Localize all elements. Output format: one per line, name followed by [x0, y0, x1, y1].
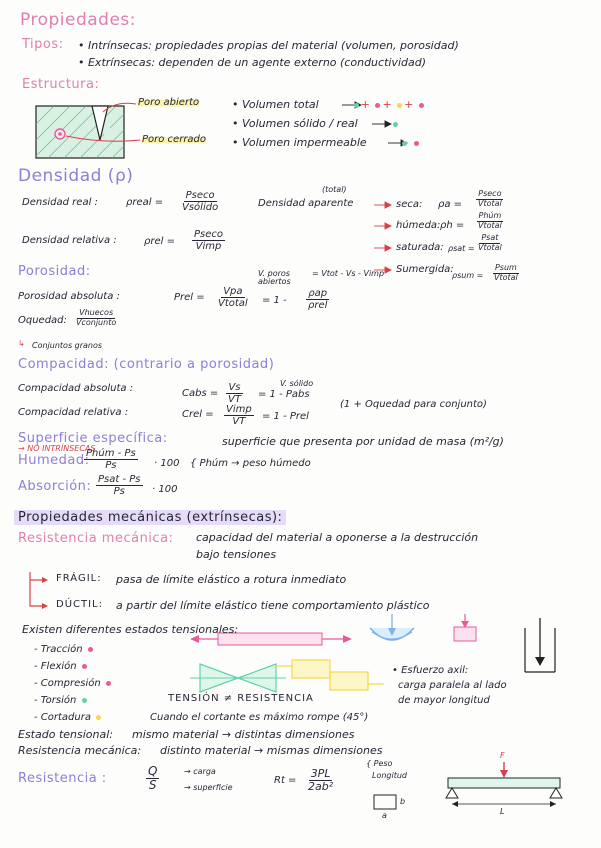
compacidad-rel-rhs: = 1 - Prel [262, 411, 309, 422]
fragil-text: pasa de límite elástico a rotura inmediato [116, 573, 347, 586]
compacidad-abs-lhs: Cabs = [182, 388, 219, 399]
dot-pink [82, 664, 87, 669]
torsion-diagram [190, 664, 286, 692]
saturada-fraction: Psat Vtotal [478, 233, 502, 252]
humeda-lhs: ρh = [440, 220, 465, 231]
dot-pink [419, 103, 424, 108]
volumen-impermeable: • Volumen impermeable [232, 137, 421, 148]
tipos-intrinsecas: • Intrínsecas: propiedades propias del material (volumen, porosidad) [78, 39, 459, 52]
flexion-diagram [370, 614, 414, 640]
peso-note: { Peso [366, 759, 393, 768]
dim-b: b [400, 797, 406, 806]
resistencia-mecanica-def: capacidad del material a oponerse a la destrucción [196, 531, 479, 544]
rt-lhs: Rt = [274, 775, 297, 786]
carga-note: → carga [184, 767, 216, 776]
porosidad-abierta-fraction: Vpa Vtotal [218, 286, 248, 309]
estado-compresion: - Compresión [34, 679, 113, 689]
porosidad-abierta-label: Porosidad absoluta : [18, 291, 120, 302]
dot-green [82, 698, 87, 703]
porosidad-note-poros: V. poros abiertos [258, 269, 291, 286]
densidad-relativa-lhs: ρrel = [144, 236, 175, 247]
dot-pink [414, 141, 419, 146]
esfuerzo-axil-line2: de mayor longitud [398, 695, 490, 706]
humeda-label: húmeda: [396, 220, 441, 231]
rt-fraction: $\frac{3PL}{\text{2ab²}}$ [308, 767, 334, 794]
porosidad-abierta-lhs: Prel = [174, 292, 205, 303]
cortadura-diagram [276, 660, 384, 690]
page-title: Propiedades: [20, 10, 136, 30]
estado-tensional-text: mismo material → distintas dimensiones [132, 728, 355, 741]
cortadura-note: Cuando el cortante es máximo rompe (45°) [150, 712, 369, 723]
dot-yellow [397, 103, 402, 108]
estructura-title: Estructura: [22, 77, 100, 92]
bajo-tensiones: bajo tensiones [196, 548, 277, 561]
compacidad-rel-lhs: Crel = [182, 409, 214, 420]
superficie-text: superficie que presenta por unidad de masa (m²/g) [222, 435, 504, 448]
densidad-title: Densidad (ρ) [18, 166, 134, 186]
ductil-text: a partir del límite elástico tiene comportamiento plástico [116, 599, 430, 612]
resistencia-mecanica-label: Resistencia mecánica: [18, 531, 174, 546]
dot-green [393, 122, 398, 127]
resistencia-fraction: $\frac{Q}{S}$ [148, 764, 158, 793]
esfuerzo-axil-diagram [525, 618, 555, 672]
fragil-label: FRÁGIL: [56, 573, 102, 584]
humedad-title: Humedad: [18, 453, 90, 468]
densidad-relativa-fraction: Pseco Vimp [194, 229, 224, 252]
densidad-real-fraction: Pseco Vsólido [182, 190, 219, 213]
compacidad-absoluta-label: Compacidad absoluta : [18, 383, 134, 394]
compacidad-relativa-label: Compacidad relativa : [18, 407, 129, 418]
beam-length-label: L [500, 807, 505, 816]
resistencia-mecanica2-text: distinto material → mismas dimensiones [160, 744, 383, 757]
dim-a: a [382, 811, 387, 820]
saturada-label: saturada: [396, 242, 444, 253]
mecanicas-title: Propiedades mecánicas (extrínsecas): [14, 510, 286, 525]
porosidad-eq: = 1 - [262, 295, 287, 306]
porosidad-eq-fraction: ρap ρrel [308, 288, 328, 311]
conjuntos-arrow: ↳ [18, 339, 25, 348]
dot-green [354, 103, 359, 108]
dot-pink [375, 103, 380, 108]
tipos-extrinsecas: • Extrínsecas: dependen de un agente externo (conductividad) [78, 56, 426, 69]
esfuerzo-axil-title: • Esfuerzo axil: [392, 665, 469, 676]
beam-load-label: F [500, 751, 505, 760]
densidad-relativa-label: Densidad relativa : [22, 235, 117, 246]
absorcion-title: Absorción: [18, 479, 92, 494]
compresion-diagram [454, 614, 476, 641]
dot-green [402, 141, 407, 146]
densidad-real-lhs: ρreal = [126, 197, 164, 208]
compacidad-abs-rhs: = 1 - Pabs [258, 389, 310, 400]
porosidad-title: Porosidad: [18, 264, 91, 279]
tipos-label: Tipos: [22, 37, 64, 52]
densidad-real-label: Densidad real : [22, 197, 98, 208]
superficie-title: Superficie específica: [18, 431, 168, 446]
densidad-aparente-label: Densidad aparente [258, 198, 354, 209]
humedad-fraction: Phúm - Ps Ps [86, 448, 136, 471]
humedad-times: · 100 [154, 458, 180, 469]
oquedad-fraction: Vhuecos Vconjunto [76, 308, 117, 327]
sumergida-fraction: Psum Vtotal [494, 263, 518, 282]
longitud-note: Longitud [372, 771, 408, 780]
estado-torsion: - Torsión [34, 696, 89, 706]
oquedad-label: Oquedad: [18, 315, 67, 326]
absorcion-times: · 100 [152, 484, 178, 495]
no-intrinsecas-note: → NO INTRÍNSECAS [18, 444, 96, 453]
aparente-total-note: (total) [322, 185, 347, 194]
poro-cerrado-label: Poro cerrado [142, 134, 207, 145]
dot-pink [106, 681, 111, 686]
ductil-label: DÚCTIL: [56, 599, 103, 610]
compacidad-rel-fraction: Vimp VT [226, 404, 252, 427]
resistencia-mecanica2-label: Resistencia mecánica: [18, 744, 142, 757]
estado-flexion: - Flexión [34, 662, 89, 672]
esfuerzo-axil-line1: carga paralela al lado [398, 680, 507, 691]
saturada-lhs: ρsat = [448, 244, 475, 253]
humedad-note: { Phúm → peso húmedo [190, 458, 311, 469]
absorcion-fraction: Psat - Ps Ps [98, 474, 141, 497]
tension-neq-resistencia: TENSIÓN ≠ RESISTENCIA [168, 693, 314, 704]
poro-abierto-label: Poro abierto [138, 97, 200, 108]
seca-label: seca: [396, 199, 423, 210]
seca-fraction: Pseco Vtotal [478, 189, 502, 208]
conjuntos-note: Conjuntos granos [32, 341, 103, 350]
seca-lhs: ρa = [438, 199, 463, 210]
sumergida-lhs: ρsum = [452, 271, 484, 280]
compacidad-oquedad-note: (1 + Oquedad para conjunto) [340, 399, 487, 410]
humeda-fraction: Phúm Vtotal [478, 211, 502, 230]
volumen-solido: • Volumen sólido / real [232, 118, 400, 129]
estado-traccion: - Tracción [34, 645, 95, 655]
compacidad-title: Compacidad: (contrario a porosidad) [18, 357, 275, 372]
estado-cortadura: - Cortadura [34, 713, 103, 723]
existen-estados: Existen diferentes estados tensionales: [22, 623, 239, 636]
dot-pink [88, 647, 93, 652]
sumergida-label: Sumergida: [396, 264, 454, 275]
compacidad-vsolido-note: V. sólido [280, 379, 314, 388]
porosidad-note-volume: = Vtot - Vs - Vimp [312, 269, 385, 278]
pore-structure-diagram [36, 103, 140, 158]
superficie-note: → superficie [184, 783, 233, 792]
dot-yellow [96, 715, 101, 720]
estado-tensional-label: Estado tensional: [18, 728, 113, 741]
compacidad-abs-fraction: $\frac{Vs}{VT}$ [228, 382, 241, 405]
volumen-total: • Volumen total + + + [232, 99, 426, 110]
resistencia-title: Resistencia : [18, 771, 107, 786]
